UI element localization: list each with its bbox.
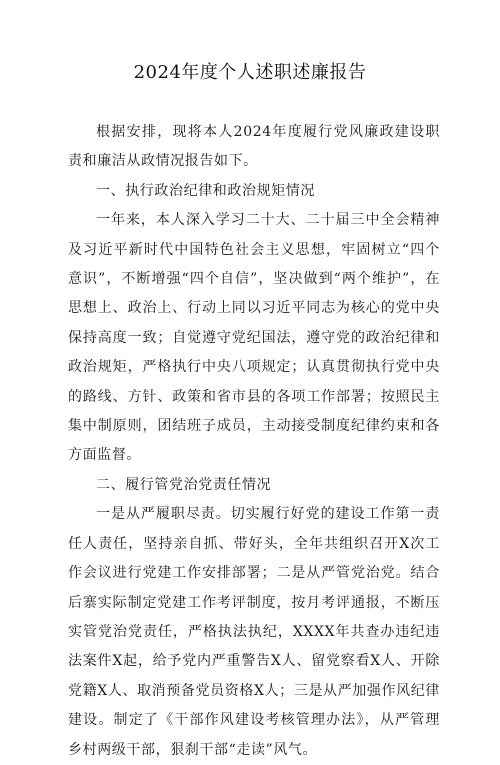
section-2-paragraph: 一是从严履职尽责。切实履行好党的建设工作第一责任人责任，坚持亲自抓、带好头，全年共组织召开X次工作会议进行党建工作安排部署；二是从严管党治党。结合后寨实际制定党建工作考评制度，按月考评通报，不断压实管党治党责任，严格执法执纪，XXXX年共查办违纪违法案件X起，给予党内严重警告X人、留党察看X人、开除党籍X人、取消预备党员资格X人；三是从严加强作风纪律建设。制定了《干部作风建设考核管理办法》，从严管理乡村两级干部，狠刹干部“走读”风气。 xyxy=(68,506,440,758)
section-heading-2: 二、履行管党治党责任情况 xyxy=(96,476,272,493)
document-title: 2024年度个人述职述廉报告 xyxy=(133,62,367,83)
intro-paragraph: 根据安排，现将本人2024年度履行党风廉政建设职责和廉洁从政情况报告如下。 xyxy=(68,124,440,170)
section-heading-1: 一、执行政治纪律和政治规矩情况 xyxy=(96,182,315,199)
section-1-paragraph: 一年来，本人深入学习二十大、二十届三中全会精神及习近平新时代中国特色社会主义思想，牢固树立“四个意识”，不断增强“四个自信”，坚决做到“两个维护”，在思想上、政治上、行动上同以习近平同志为核心的党中央保持高度一致；自觉遵守党纪国法，遵守党的政治纪律和政治规矩，严格执行中央八项规定；认真贯彻执行党中央的路线、方针、政策和省市县的各项工作部署；按照民主集中制原则，团结班子成员，主动接受制度纪律约束和各方面监督。 xyxy=(68,212,440,464)
document-body xyxy=(68,118,440,765)
